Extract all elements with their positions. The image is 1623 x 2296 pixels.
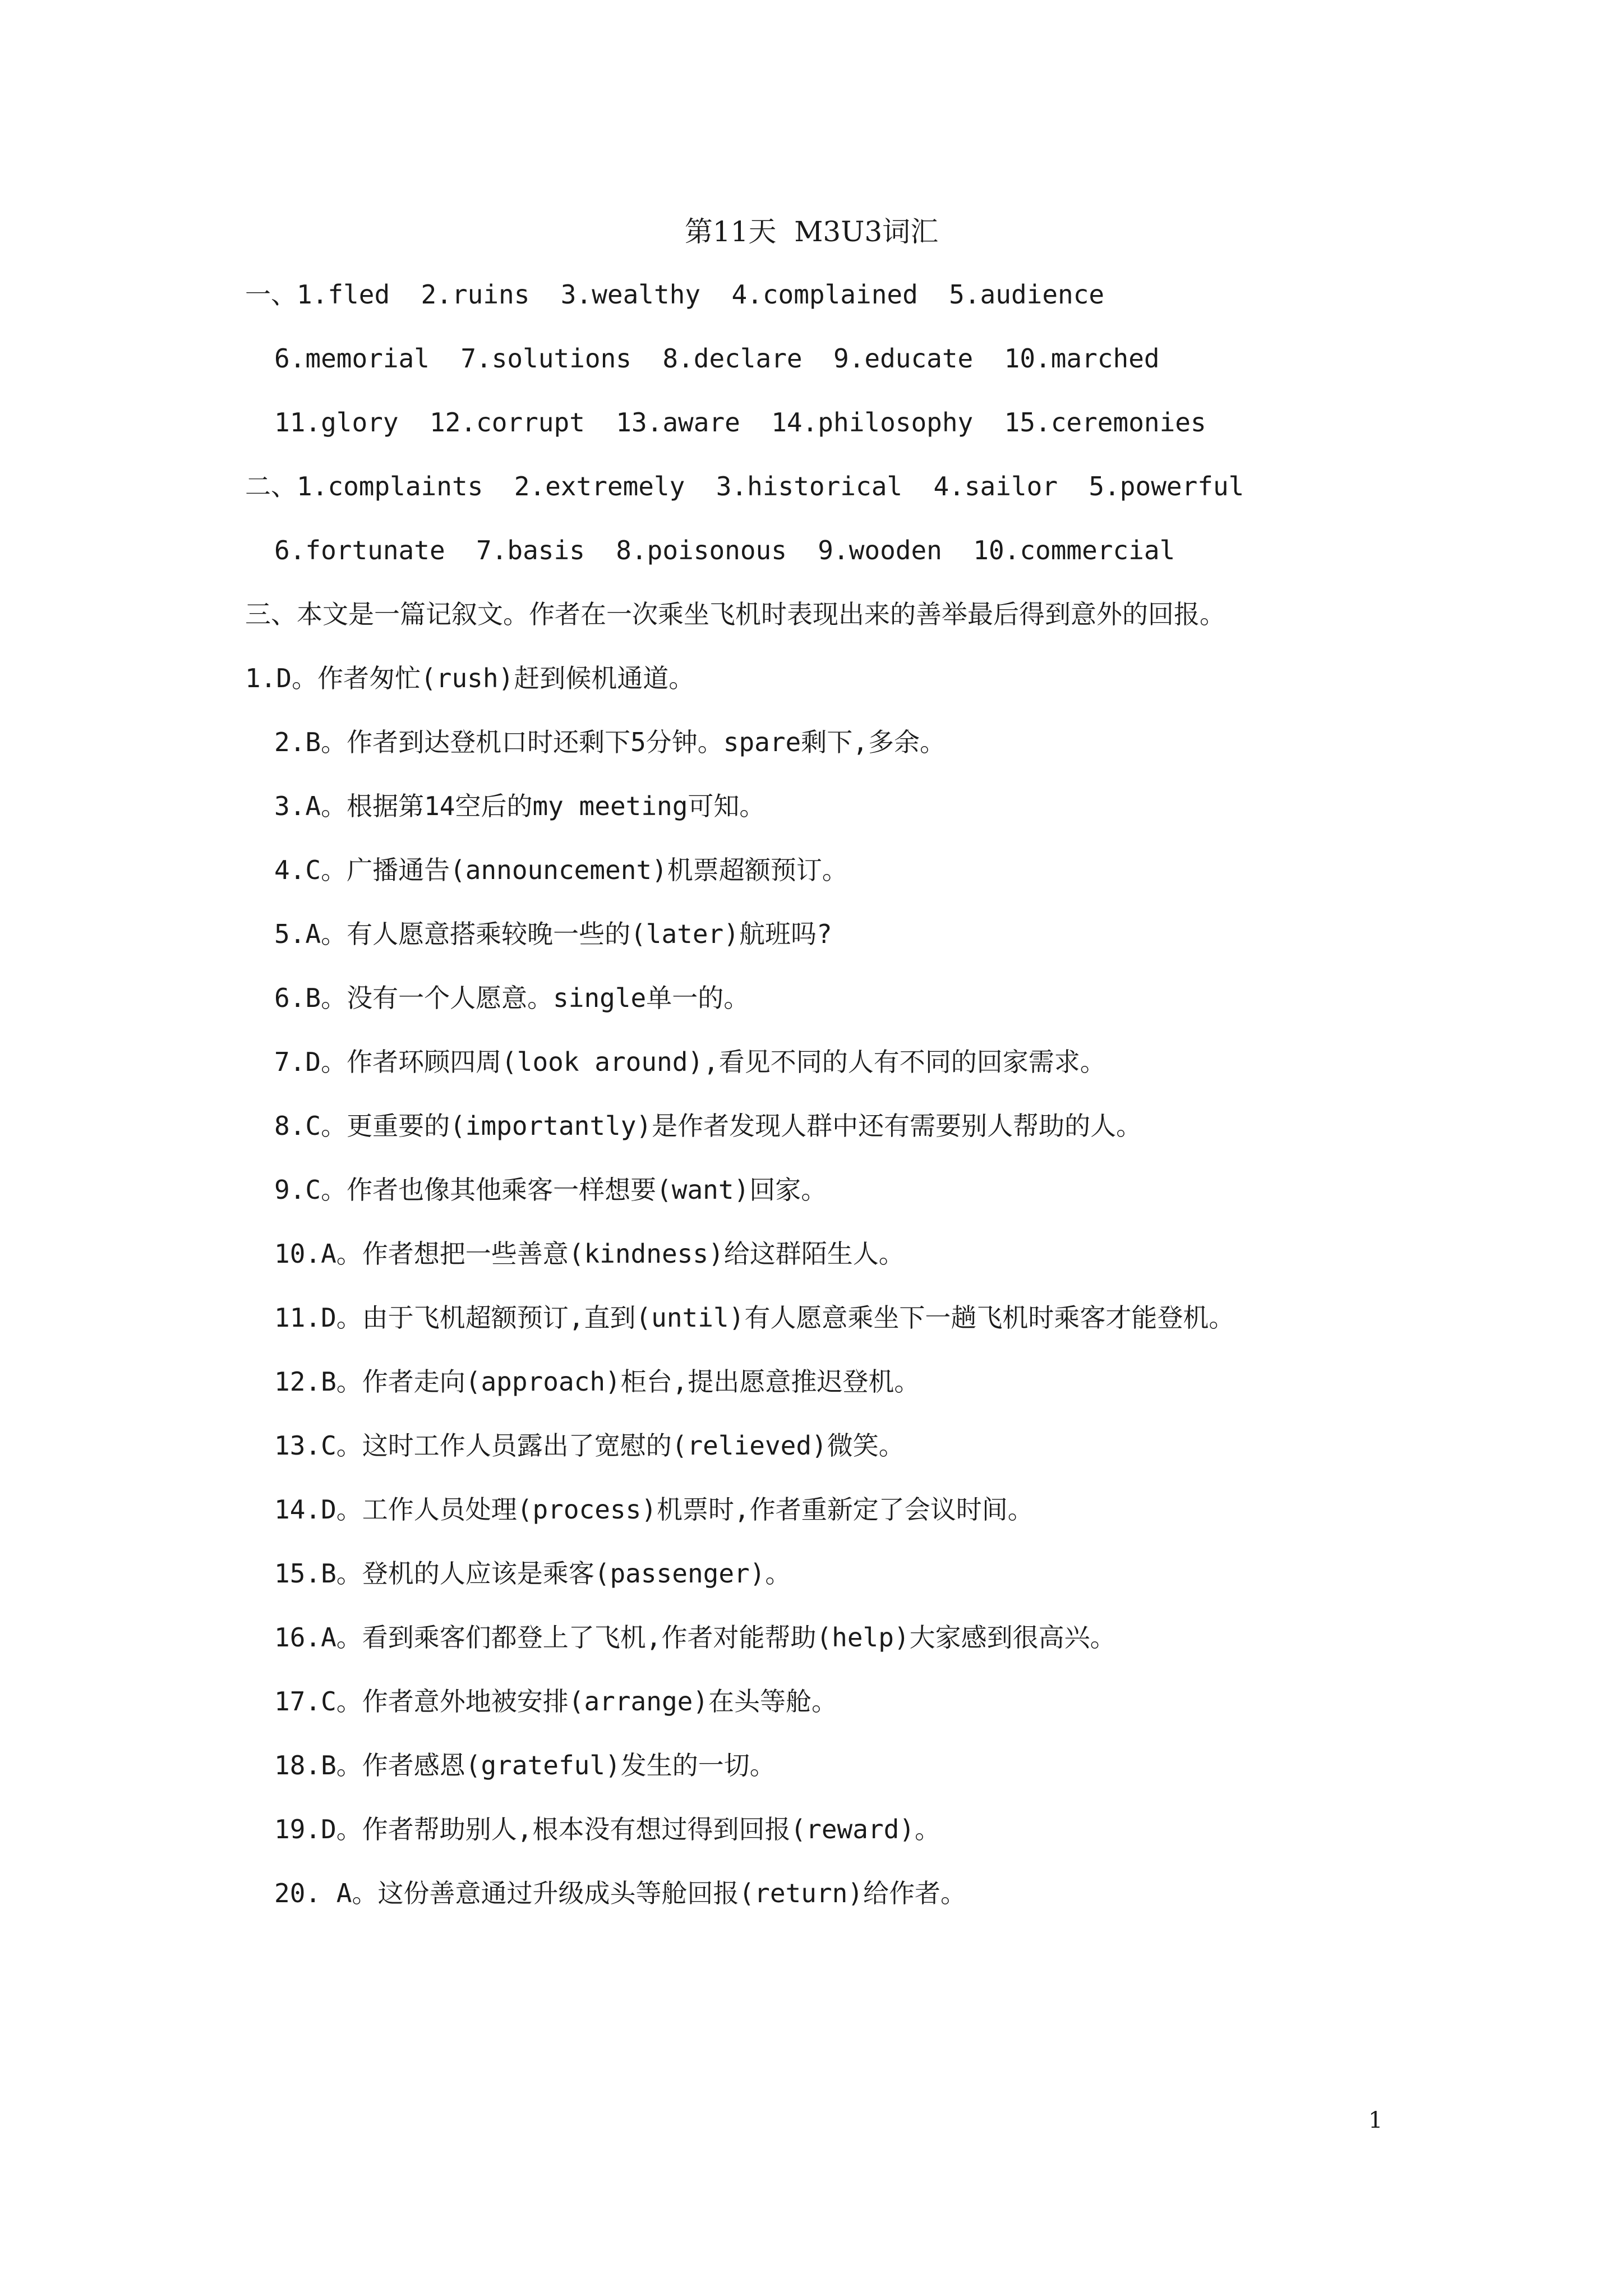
section3-item: 7.D。作者环顾四周(look around),看见不同的人有不同的回家需求。 — [274, 1047, 1106, 1077]
section3-item: 17.C。作者意外地被安排(arrange)在头等舱。 — [274, 1686, 838, 1717]
section3-item: 1.D。作者匆忙(rush)赶到候机通道。 — [245, 663, 695, 693]
page-number: 1 — [1368, 2108, 1383, 2133]
section3-item: 5.A。有人愿意搭乘较晚一些的(later)航班吗? — [274, 919, 832, 949]
section3-item: 9.C。作者也像其他乘客一样想要(want)回家。 — [274, 1175, 827, 1205]
section3-item: 3.A。根据第14空后的my meeting可知。 — [274, 791, 766, 821]
section3-item: 4.C。广播通告(announcement)机票超额预订。 — [274, 855, 848, 885]
section3-item: 16.A。看到乘客们都登上了飞机,作者对能帮助(help)大家感到很高兴。 — [274, 1622, 1116, 1653]
section3-item: 20. A。这份善意通过升级成头等舱回报(return)给作者。 — [274, 1878, 967, 1908]
section3-item: 10.A。作者想把一些善意(kindness)给这群陌生人。 — [274, 1239, 905, 1269]
section3-item: 2.B。作者到达登机口时还剩下5分钟。spare剩下,多余。 — [274, 727, 946, 757]
section3-item: 14.D。工作人员处理(process)机票时,作者重新定了会议时间。 — [274, 1494, 1034, 1525]
section3-item: 11.D。由于飞机超额预订,直到(until)有人愿意乘坐下一趟飞机时乘客才能登机。 — [274, 1303, 1235, 1333]
section2-line-2: 6.fortunate 7.basis 8.poisonous 9.wooden 10.commercial — [274, 535, 1175, 565]
section3-item: 13.C。这时工作人员露出了宽慰的(relieved)微笑。 — [274, 1430, 905, 1461]
section1-line-1: 一、1.fled 2.ruins 3.wealthy 4.complained 5.audience — [245, 279, 1105, 310]
section3-item: 19.D。作者帮助别人,根本没有想过得到回报(reward)。 — [274, 1814, 941, 1844]
section3-item: 18.B。作者感恩(grateful)发生的一切。 — [274, 1750, 776, 1780]
section3-intro: 三、本文是一篇记叙文。作者在一次乘坐飞机时表现出来的善举最后得到意外的回报。 — [245, 599, 1225, 629]
page-title: 第11天 M3U3词汇 — [684, 215, 939, 248]
section3-item: 6.B。没有一个人愿意。single单一的。 — [274, 983, 750, 1013]
section3-item: 12.B。作者走向(approach)柜台,提出愿意推迟登机。 — [274, 1366, 920, 1397]
section1-line-2: 6.memorial 7.solutions 8.declare 9.educate 10.marched — [274, 343, 1160, 374]
section3-item: 8.C。更重要的(importantly)是作者发现人群中还有需要别人帮助的人。 — [274, 1111, 1142, 1141]
section1-line-3: 11.glory 12.corrupt 13.aware 14.philosophy 15.ceremonies — [274, 407, 1206, 438]
section3-item: 15.B。登机的人应该是乘客(passenger)。 — [274, 1558, 791, 1589]
section2-line-1: 二、1.complaints 2.extremely 3.historical 4.sailor 5.powerful — [245, 471, 1244, 501]
